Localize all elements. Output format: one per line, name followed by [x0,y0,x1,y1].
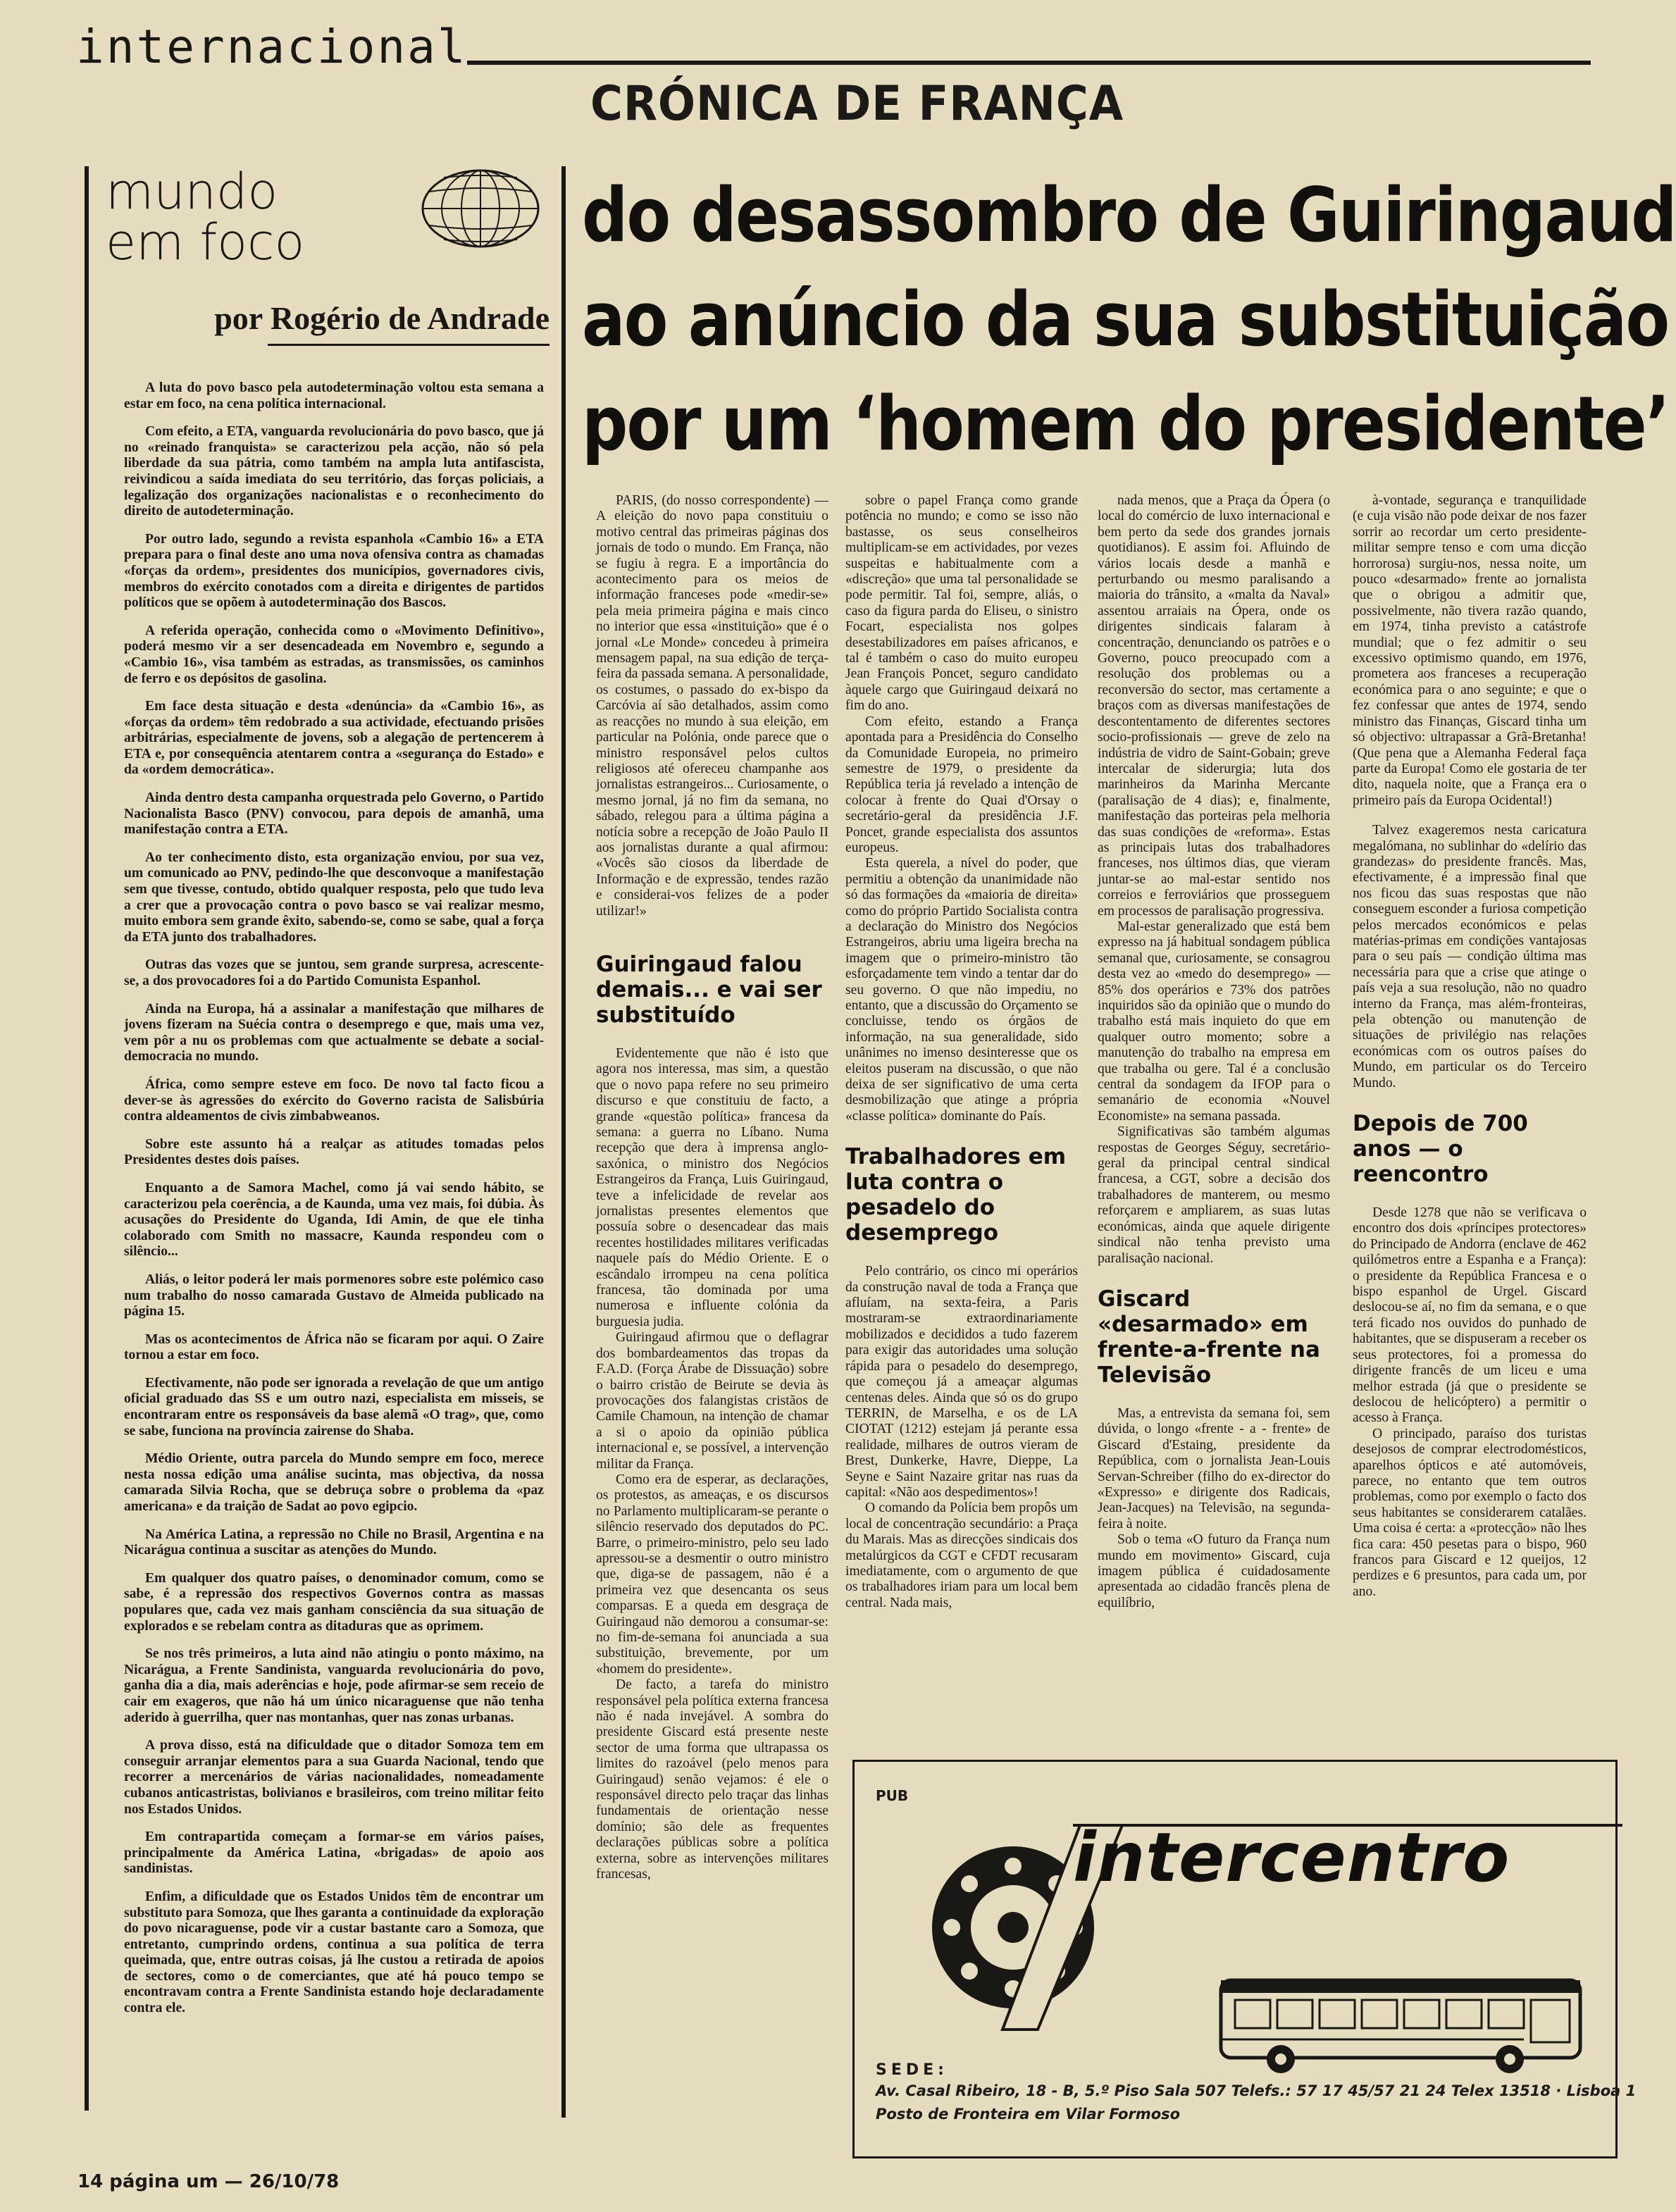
article-subhead: Giscard «desarmado» em frente-a-frente na Televisão [1098,1286,1320,1388]
article-paragraph: sobre o papel França como grande potência no mundo; e como se isso não bastasse, os seus conselheiros multiplicam-se em actividades, por vezes suspeitas e habitualmente com a «discreção» que uma tal personalidade se pode permitir. Tal foi, sempre, aliás, o caso da figura parda do Eliseu, o sinistro Focart, especialista nos golpes desestabilizadores em países africanos, e tal é também o caso do muito europeu Jean François Poncet, seguro candidato àquele cargo que Guiringaud deixará no fim do ano. [845,493,1078,714]
section-rule [467,61,1591,65]
column-paragraph: Ainda na Europa, há a assinalar a manifestação que milhares de jovens fizeram na Suécia contra o desemprego e que, mais uma vez, vem pôr a nu os problemas com que actualmente se debate a social-democracia no mundo. [124,1001,544,1064]
ad-pub-label: PUB [876,1787,909,1804]
column-paragraph: Na América Latina, a repressão no Chile no Brasil, Argentina e na Nicarágua continua a suscitar as atenções do Mundo. [124,1527,544,1558]
column-paragraph: A referida operação, conhecida como o «Movimento Definitivo», poderá mesmo vir a ser desencadeada em Novembro e, segundo a «Cambio 16», visa também as estradas, as transmissões, os caminhos de ferro e os depósitos de gasolina. [124,623,544,686]
article-column-4 [1353,493,1587,1754]
article-paragraph: PARIS, (do nosso correspondente) — A eleição do novo papa constituiu o motivo central das primeiras páginas dos jornais de todo o mundo. Em França, não se fugiu à regra. E a importância do acontecimento para os meios de informação franceses pode «medir-se» pela meia primeira página e mais cinco no interior que essa «instituição» que é o jornal «Le Monde» concedeu à primeira mensagem papal, na sua edição de terça-feira da passada semana. A personalidade, os costumes, o passado do ex-bispo da Carcóvia aí são detalhados, assim como as reacções no mundo à sua eleição, em particular na Polónia, onde parece que o ministro responsável pelos cultos religiosos até ofereceu champanhe aos jornalistas estrangeiros... Curiosamente, o mesmo jornal, já no fim da semana, no sábado, relegou para a última página a notícia sobre a recepção de João Paulo II aos jornalistas durante a qual afirmou: «Vocês são ciosos da liberdade de Informação e de expressão, tendes razão e considerai-vos felizes de a poder utilizar!» [596,493,828,919]
column-paragraph: África, como sempre esteve em foco. De novo tal facto ficou a dever-se às agressões do exército do Governo racista de Salisbúria contra aldeamentos de civis zimbabweanos. [124,1076,544,1124]
page-folio: 14 página um — 26/10/78 [77,2171,340,2192]
column-divider [561,166,566,2118]
article-column-1 [596,493,828,2156]
ad-address-secondary: Posto de Fronteira em Vilar Formoso [876,2106,1181,2123]
headline-line: do desassombro de Guiringaud [582,172,1676,259]
article-kicker: CRÓNICA DE FRANÇA [590,76,1124,132]
headline-line: ao anúncio da sua substituição [582,276,1669,363]
article-paragraph: Mas, a entrevista da semana foi, sem dúvida, o longo «frente - a - frente» de Giscard d'Estaing, presidente da República, com o jornalista Jean-Louis Servan-Schreiber (filho do ex-director do «Expresso» e dirigente dos Radicais, Jean-Jacques) na Televisão, na segunda-feira à noite. [1098,1405,1330,1531]
column-paragraph: A prova disso, está na dificuldade que o ditador Somoza tem em conseguir arranjar elementos para a sua Guarda Nacional, tendo que recorrer a mercenários de várias nacionalidades, nomeadamente cubanos anticastristas, bolivianos e brasileiros, com treino militar feito nos Estados Unidos. [124,1738,544,1817]
ad-address: Av. Casal Ribeiro, 18 - B, 5.º Piso Sala 507 Telefs.: 57 17 45/57 21 24 Telex 13518 · Lisboa 1 [876,2082,1637,2099]
article-paragraph: Como era de esperar, as declarações, os protestos, as ameaças, e os discursos no Parlamento multiplicaram-se perante o silêncio reservado dos deputados do PC. Barre, o primeiro-ministro, pelo seu lado apressou-se a desmentir o outro ministro que, diga-se de passagem, não é a primeira vez que desencanta os seus comparsas. E a queda em desgraça de Guiringaud não demorou a consumar-se: no fim-de-semana foi anunciada a sua substituição, brevemente, por um «homem do presidente». [596,1472,828,1677]
column-title-line1: mundo [106,163,278,220]
column-left-rule [85,166,89,2111]
article-paragraph: Com efeito, estando a França apontada para a Presidência do Conselho da Comunidade Europeia, no primeiro semestre de 1979, o presidente da República teria já revelado a intenção de colocar à frente do Quai d'Orsay o secretário-geral da presidência J.F. Poncet, grande especialista dos assuntos europeus. [845,714,1078,855]
article-paragraph: Esta querela, a nível do poder, que permitiu a obtenção da unanimidade não só das formações da «maioria de direita» como do próprio Partido Socialista contra a declaração do Ministro dos Negócios Estrangeiros, abriu uma ligeira brecha na imagem que o primeiro-ministro tão esforçadamente tem vindo a tentar dar do seu governo. O que não impediu, no entanto, que a discussão do Orçamento se concluisse, tendo os órgãos de informação, na sua generalidade, sido unânimes no imenso desinteresse que os eleitos puseram na discussão, o que não deixa de ser significativo de uma certa desmobilização que atinge a própria «classe política» dominante do País. [845,856,1078,1124]
article-paragraph: Talvez exageremos nesta caricatura megalómana, no sublinhar do «delírio das grandezas» do presidente francês. Mas, efectivamente, é a impressão final que nos ficou das suas respostas que não conseguem esconder a furiosa competição pelos mercados económicos e pelas matérias-primas em condições vantajosas para o seu país — condição última mas necessária para que a crise que atinge o país veja a sua resolução, não no quadro interno da França, mas além-fronteiras, pela obtenção ou manutenção de situações de privilégio nas relações económicas com os outros países do Mundo, em particular os do Terceiro Mundo. [1353,823,1587,1091]
column-paragraph: Com efeito, a ETA, vanguarda revolucionária do povo basco, que já no «reinado franquista» se caracterizou pela acção, não só pela liberdade da sua pátria, como também na ampla luta antifascista, reivindicou a saída imediata do seu território, das forças policiais, a legalização dos organizações nacionalistas e o reconhecimento do direito de autodeterminação. [124,424,544,519]
column-paragraph: Enquanto a de Samora Machel, como já vai sendo hábito, se caracterizou pela coerência, a de Kaunda, uma vez mais, foi dúbia. Às acusações do Presidente do Uganda, Idi Amin, de que ele tinha colaborado com Smith no massacre, Kaunda respondeu com o silêncio... [124,1180,544,1260]
article-subhead: Depois de 700 anos — o reencontro [1353,1111,1528,1188]
section-header [76,20,1591,83]
article-column-2 [845,493,1078,1754]
article-subhead: Guiringaud falou demais... e vai ser substituído [596,951,822,1028]
column-paragraph: Em face desta situação e desta «denúncia» da «Cambio 16», as «forças da ordem» têm redobrado a sua actividade, efectuando prisões arbitrárias, especialmente de jovens, sob a alegação de pertencerem à ETA e, por consequência atentarem contra a «segurança do Estado» e da «ordem democrática». [124,699,544,778]
byline-rule [268,344,550,346]
column-paragraph: Por outro lado, segundo a revista espanhola «Cambio 16» a ETA prepara para o final deste ano uma nova ofensiva contra as chamadas «forças da ordem», presidentes dos municípios, governadores civis, membros do exército conotados com a direita e dirigentes de partidos políticos que se opõem à autodeterminação dos Bascos. [124,531,544,611]
article-paragraph: Sob o tema «O futuro da França num mundo em movimento» Giscard, cuja imagem pública é cuidadosamente apresentada ao cidadão francês plena de equilíbrio, [1098,1532,1330,1610]
article-paragraph: Evidentemente que não é isto que agora nos interessa, mas sim, a questão que o novo papa refere no seu primeiro discurso e que constituiu de facto, a grande «questão política» francesa da semana: a guerra no Líbano. Numa recepção que dera à imprensa anglo-saxónica, o ministro dos Negócios Estrangeiros da França, Luis Guiringaud, teve a infelicidade de revelar aos jornalistas presentes elementos que possuía sobre o desencadear das mais recentes hostilidades militares verificadas naquele país do Médio Oriente. E o escândalo irrompeu na cena política francesa, tão dominada por uma numerosa e influente colónia da burguesia judia. [596,1045,828,1329]
article-paragraph: à-vontade, segurança e tranquilidade (e cuja visão não pode deixar de nos fazer sorrir ao recordar um certo presidente-militar sempre tenso e com uma dicção horrorosa) surgiu-nos, nessa noite, um pouco «desarmado» frente ao jornalista que o obrigou a admitir que, possivelmente, não tivera razão quando, em 1974, tinha previsto a catástrofe mundial; que o fez admitir o seu excessivo optimismo quando, em 1976, prometera aos franceses a recuperação económica para o ano seguinte; e que o fez confessar que antes de 1974, sendo ministro das Finanças, Giscard tinha um só objectivo: ultrapassar a Grã-Bretanha! (Que pena que a Alemanha Federal faça parte da Europa! Como ele gostaria de ter dito, naquela noite, que a França era o primeiro país da Europa Ocidental!) [1353,493,1587,808]
column-paragraph: Em contrapartida começam a formar-se em vários países, principalmente da América Latina, «brigadas» de apoio aos sandinistas. [124,1829,544,1877]
article-column-3 [1098,493,1330,1754]
article-paragraph: nada menos, que a Praça da Ópera (o local do comércio de luxo internacional e bem perto da sede dos grandes jornais quotidianos). E assim foi. Afluindo de vários locais desde a manhã e perturbando ou mesmo paralisando a maioria do trânsito, a «malta da Naval» assentou arraiais na Ópera, onde os dirigentes sindicais falaram à concentração, denunciando os patrões e o Governo, pouco preocupado com a resolução dos problemas ou a reconversão do sector, mas certamente a braços com as diversas manifestações de descontentamento de diferentes sectores socio-profissionais — greve de zelo na indústria de vidro de Saint-Gobain; greve intercalar de siderurgia; luta dos marinheiros da Marinha Mercante (paralisação de 4 dias); e, finalmente, manifestação das porteiras pela melhoria das suas condições de «reforma». Estas as principais lutas dos trabalhadores franceses, nos últimos dias, que vieram juntar-se ao mal-estar sentido nos correios e ferroviários que prosseguem em processos de paralisação progressiva. [1098,493,1330,919]
article-headline [582,163,1676,476]
advertisement [852,1760,1637,2158]
headline-line: por um ‘homem do presidente’ [582,380,1669,467]
column-paragraph: Efectivamente, não pode ser ignorada a revelação de que um antigo oficial graduado das SS e um outro nazi, especialista em misseis, se encontraram entre os responsáveis da base alemã «O trag», que, como se sabe, funciona na província zairense do Shaba. [124,1375,544,1439]
column-paragraph: Outras das vozes que se juntou, sem grande surpresa, acrescente-se, a dos provocadores foi a do Partido Comunista Espanhol. [124,957,544,988]
column-paragraph: Ao ter conhecimento disto, esta organização enviou, por sua vez, um comunicado ao PNV, pedindo-lhe que desconvoque a manifestação sem que tivesse, contudo, obtido qualquer resposta, pelo que tudo leva a crer que a provocação contra o povo basco se vai realizar mesmo, muito embora sem grande êxito, sabendo-se, como se sabe, qual a força da ETA junto dos trabalhadores. [124,850,544,945]
column-paragraph: Se nos três primeiros, a luta aind não atingiu o ponto máximo, na Nicarágua, a Frente Sandinista, vanguarda revolucionária do povo, ganha dia a dia, mais aderências e hoje, pode afirmar-se sem receio de cair em exageros, que não há um único nicaraguense que não tenha aderido à guerrilha, quer nas montanhas, quer nas zonas urbanas. [124,1646,544,1725]
article-paragraph: Mal-estar generalizado que está bem expresso na já habitual sondagem pública semanal que, curiosamente, se consagrou desta vez ao «medo do desemprego» — 85% dos operários e 73% dos patrões inquiridos são da opinião que o mundo do trabalho está mais inquieto do que em qualquer outro momento; sobre a manutenção do trabalho na empresa em que trabalha ou gere. Tal é a conclusão central da sondagem da IFOP para o semanário de economia «Nouvel Economiste» na semana passada. [1098,919,1330,1124]
article-paragraph: Guiringaud afirmou que o deflagrar dos bombardeamentos das tropas da F.A.D. (Força Árabe de Dissuação) sobre o bairro cristão de Beirute se devia às provocações dos falangistas cristãos de Camile Chamoun, na intenção de chamar a si o apoio da opinião pública internacional e, se possível, a intervenção militar da França. [596,1330,828,1472]
column-paragraph: Sobre este assunto há a realçar as atitudes tomadas pelos Presidentes destes dois países. [124,1136,544,1168]
column-paragraph: Ainda dentro desta campanha orquestrada pelo Governo, o Partido Nacionalista Basco (PNV) convocou, para depois de amanhã, uma manifestação contra a ETA. [124,790,544,838]
column-paragraph: A luta do povo basco pela autodeterminação voltou esta semana a estar em foco, na cena política internacional. [124,380,544,411]
globe-icon [417,166,544,251]
article-paragraph: De facto, a tarefa do ministro responsável pela política externa francesa não é nada invejável. A sombra do presidente Giscard está presente neste sector de uma forma que ultrapassa os limites do razoável (pelo menos para Guiringaud) senão vejamos: é ele o responsável directo pelo traçar das linhas fundamentais de orientação nesse domínio; são dele as frequentes declarações públicas sobre a política externa, sobre as intervenções militares francesas, [596,1677,828,1882]
article-paragraph: O principado, paraíso dos turistas desejosos de comprar electrodomésticos, aparelhos ópticos e até automóveis, parece, no entanto que tem outros problemas, como por exemplo o facto dos seus habitantes se considerarem catalães. Uma coisa é certa: a «protecção» não lhes fica cara: 450 pesetas para o bispo, 960 francos para Giscard e 12 queijos, 12 perdizes e 6 presuntos, para cada um, por ano. [1353,1426,1587,1599]
column-paragraph: Aliás, o leitor poderá ler mais pormenores sobre este polémico caso num trabalho do nosso camarada Gustavo de Almeida publicado na página 15. [124,1272,544,1319]
ad-brand-name: intercentro [1073,1818,1510,1897]
column-paragraph: Em qualquer dos quatro países, o denominador comum, como se sabe, é a repressão dos respectivos Governos contra as massas populares que, cada vez mais ganham consciência da sua situação de explorados e se rebelam contra as ditaduras que as oprimem. [124,1570,544,1634]
article-paragraph: O comando da Polícia bem propôs um local de concentração secundário: a Praça du Marais. Mas as direcções sindicais dos metalúrgicos da CGT e CFDT recusaram imediatamente, com o argumento de que os trabalhadores iriam para um local bem central. Nada mais, [845,1500,1078,1610]
column-paragraph: Médio Oriente, outra parcela do Mundo sempre em foco, merece nesta nossa edição uma análise sucinta, mas objectiva, da nossa camarada Silvia Rocha, que se debruça sobre o problema da «paz americana» e da traição de Sadat ao povo egipcio. [124,1451,544,1515]
bus-icon [1214,1966,1594,2079]
column-body [124,380,544,2016]
article-subhead: Trabalhadores em luta contra o pesadelo do desemprego [845,1144,1067,1246]
column-paragraph: Enfim, a dificuldade que os Estados Unidos têm de encontrar um substituto para Somoza, que lhes garanta a continuidade da exploração do povo nicaraguense, pode vir a custar bastante caro a Somoza, que entretanto, cumprindo ordens, continua a sua política de terra queimada, que, entre outras coisas, já lhe custou a retirada de apoios de sectores, como o de comerciantes, que até há pouco tempo se encontravam contra a Frente Sandinista estando hoje declaradamente contra ele. [124,1889,544,2016]
ad-sede-label: SEDE: [876,2061,948,2079]
section-title: internacional [76,20,468,74]
column-title-line2: em foco [106,213,305,271]
column-paragraph: Mas os acontecimentos de África não se ficaram por aqui. O Zaire tornou a estar em foco. [124,1331,544,1363]
column-title [106,163,305,271]
column-byline: por Rogério de Andrade [214,300,550,336]
article-paragraph: Significativas são também algumas respostas de Georges Séguy, secretário-geral da principal central sindical francesa, a CGT, sobre a decisão dos trabalhadores de manterem, ou mesmo reforçarem e ampliarem, as suas lutas económicas, ainda que aquele dirigente sindical não tenha previsto uma paralisação nacional. [1098,1124,1330,1266]
article-paragraph: Pelo contrário, os cinco mi operários da construção naval de toda a França que afluíam, na sexta-feira, a Paris mostraram-se extraordinariamente mobilizados e decididos a tudo fazerem para exigir das autoridades uma solução rápida para o pesadelo do desemprego, que começou já a ameaçar algumas centenas deles. Ainda que só os do grupo TERRIN, de Marselha, e os de LA CIOTAT (1212) estejam já perante essa realidade, milhares de outros vieram de Brest, Dunkerke, Havre, Dieppe, La Seyne e Saint Nazaire gritar nas ruas da capital: «Não aos despedimentos»! [845,1264,1078,1500]
article-paragraph: Desde 1278 que não se verificava o encontro dos dois «príncipes protectores» do Principado de Andorra (enclave de 462 quilómetros entre a Espanha e a França): o presidente da República Francesa e o bispo espanhol de Urgel. Giscard deslocou-se aí, no fim da semana, e o que terá ficado nos ouvidos do punhado de habitantes, que se dispuseram a receber os seus protectores, foi a promessa do dirigente francês de um liceu e uma melhor estrada (já que o presidente se deslocou de helicóptero) a permitir o acesso à França. [1353,1205,1587,1426]
